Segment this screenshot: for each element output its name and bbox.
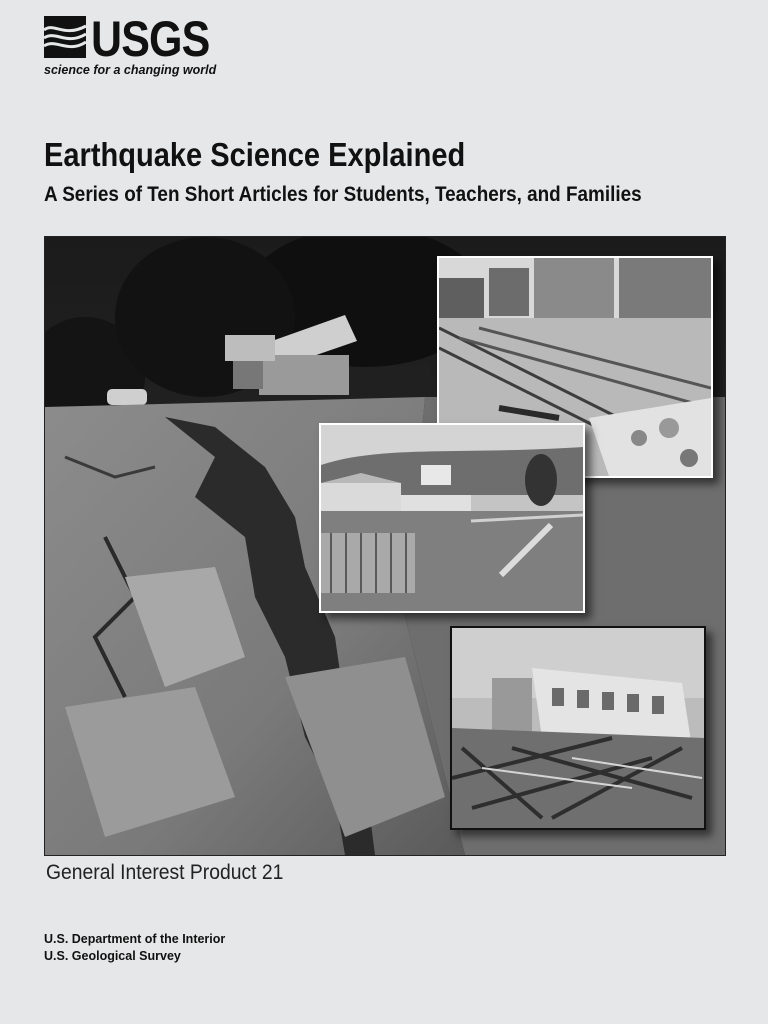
usgs-wave-icon — [44, 16, 86, 58]
logo-wordmark: USGS — [91, 11, 210, 67]
department-name: U.S. Department of the Interior — [44, 932, 226, 946]
agency-name: U.S. Geological Survey — [44, 949, 181, 963]
page-subtitle: A Series of Ten Short Articles for Students, Teachers, and Families — [44, 183, 642, 206]
logo-tagline: science for a changing world — [44, 63, 217, 77]
cover-photo-collage — [44, 236, 726, 856]
collapsed-building-photo — [450, 626, 706, 830]
page-title: Earthquake Science Explained — [44, 136, 466, 173]
publisher-block — [44, 931, 225, 965]
product-line: General Interest Product 21 — [46, 861, 284, 884]
farm-fence-offset-photo — [319, 423, 585, 613]
usgs-logo — [44, 11, 244, 82]
